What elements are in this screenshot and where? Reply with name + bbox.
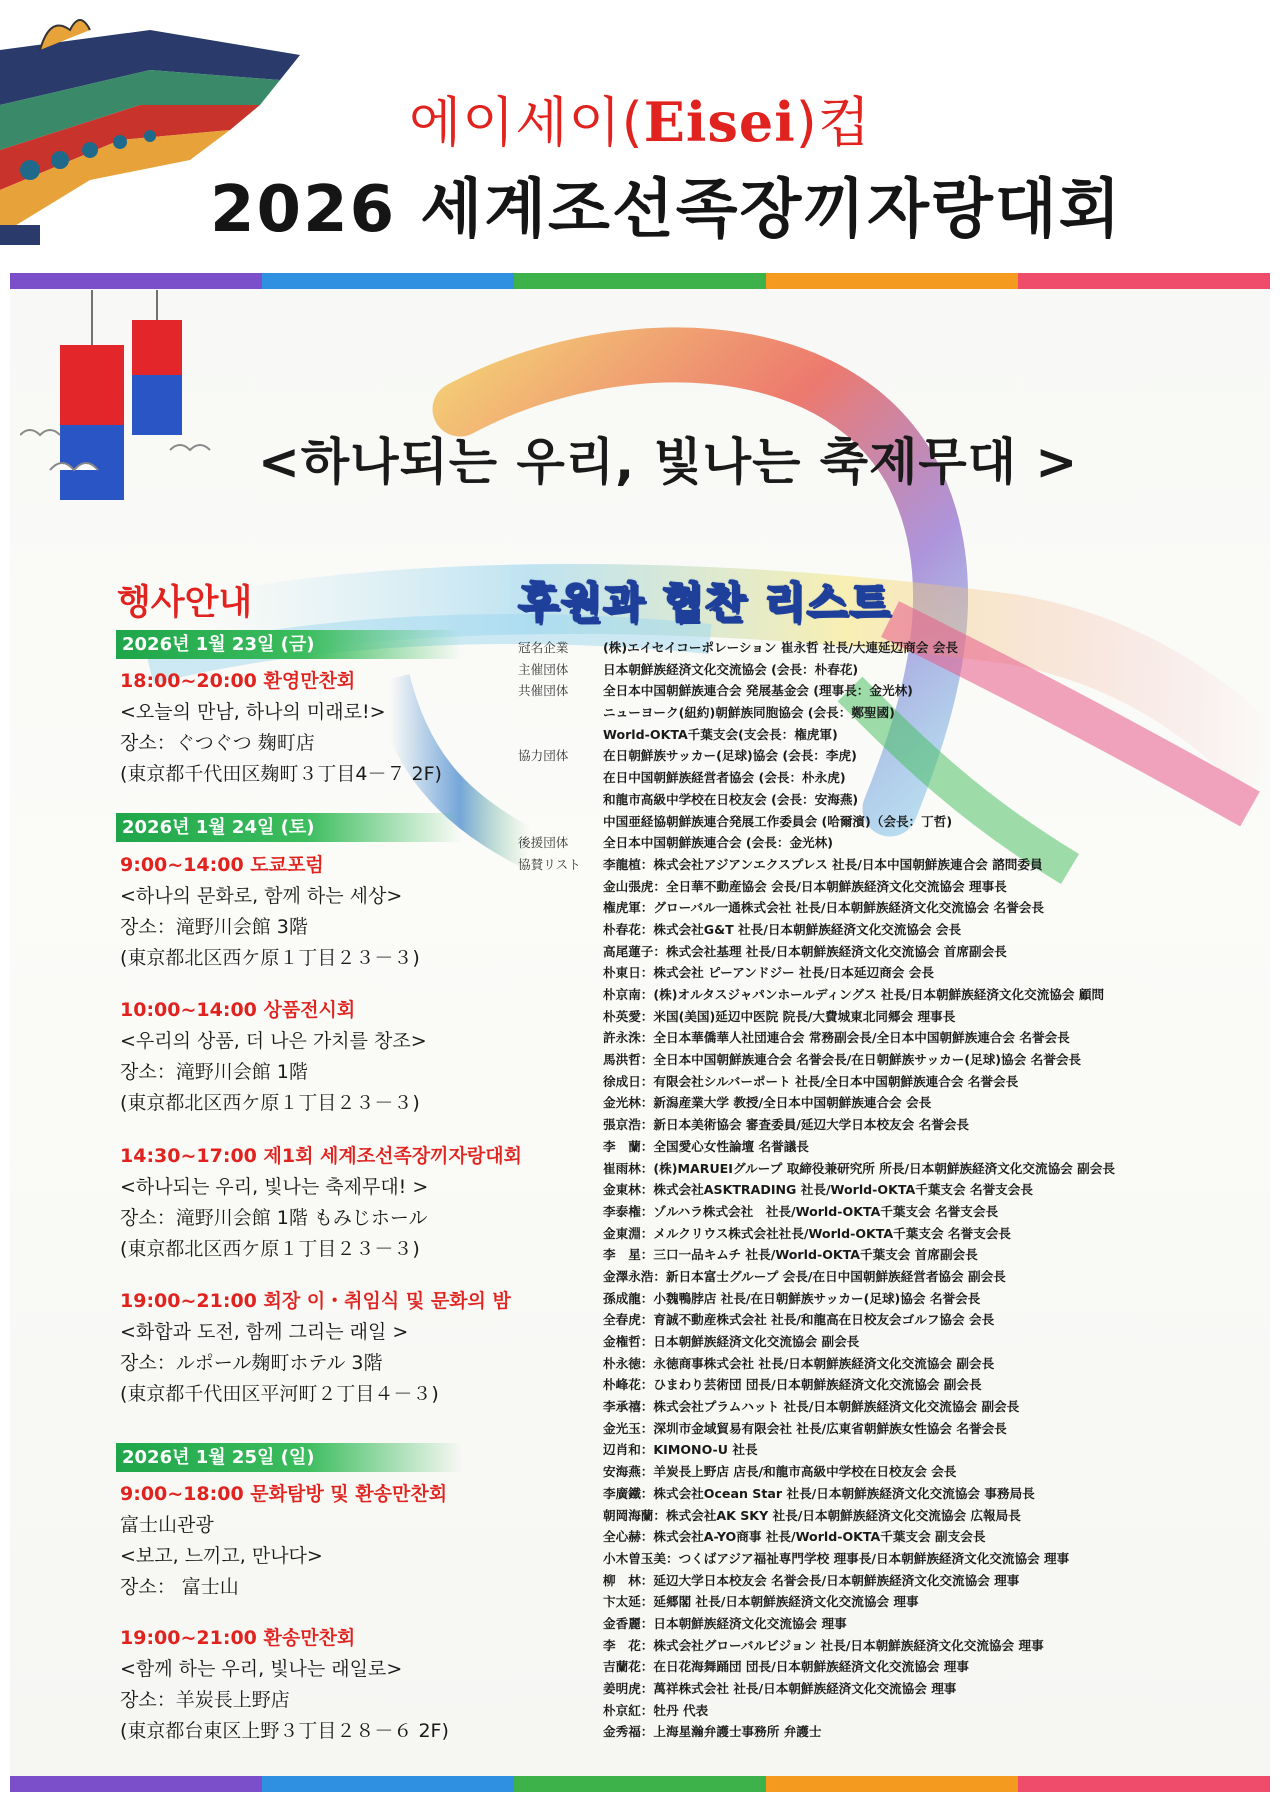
sponsor-text: 許永洙：全日本華僑華人社団連合会 常務副会長/全日本中国朝鮮族連合会 名誉会長 <box>603 1030 1070 1046</box>
sponsor-row <box>518 1353 1258 1375</box>
schedule-line: (東京都北区西ケ原１丁目２３－３) <box>120 1092 420 1114</box>
sponsor-category <box>518 789 603 811</box>
sponsor-category <box>518 1288 603 1310</box>
sponsor-row <box>518 767 1258 789</box>
sponsor-category <box>518 1505 603 1527</box>
sponsor-category <box>518 984 603 1006</box>
sponsor-category <box>518 1027 603 1049</box>
sponsor-row <box>518 745 1258 767</box>
sponsor-row <box>518 1418 1258 1440</box>
sponsor-row <box>518 1613 1258 1635</box>
sponsor-row <box>518 876 1258 898</box>
schedule-line: 장소：ぐつぐつ 麹町店 <box>120 732 315 754</box>
schedule-line: <오늘의 만남, 하나의 미래로!> <box>120 701 386 723</box>
sponsor-category <box>518 1461 603 1483</box>
sponsor-text: 崔雨林：(株)MARUEIグループ 取締役兼研究所 所長/日本朝鮮族経済文化交流協会 副会長 <box>603 1160 1115 1176</box>
sponsor-category <box>518 1353 603 1375</box>
sponsor-category <box>518 1656 603 1678</box>
sponsor-category <box>518 1374 603 1396</box>
sponsor-category <box>518 1613 603 1635</box>
sponsor-list-title: 후원과 협찬 리스트 <box>518 578 892 627</box>
sponsor-category <box>518 1006 603 1028</box>
sponsor-text: 李 花：株式会社グローバルビジョン 社長/日本朝鮮族経済文化交流協会 理事 <box>603 1637 1044 1653</box>
sponsor-row <box>518 1071 1258 1093</box>
sponsor-text: 金山張虎：全日華不動産協会 会長/日本朝鮮族経済文化交流協会 理事長 <box>603 878 1007 894</box>
sponsor-row <box>518 1656 1258 1678</box>
sponsor-text: 金澤永浩：新日本富士グループ 会長/在日中国朝鮮族経営者協会 副会長 <box>603 1268 1006 1284</box>
sponsor-text: 金秀福：上海星瀚弁護士事務所 弁護士 <box>603 1724 822 1740</box>
schedule-line: 10:00~14:00 상품전시회 <box>120 999 356 1021</box>
sponsor-text: 高尾蓮子：株式会社基理 社長/日本朝鮮族経済文化交流協会 首席副会長 <box>603 943 1007 959</box>
sponsor-text: 柳 林：延辺大学日本校友会 名誉会長/日本朝鮮族経済文化交流協会 理事 <box>603 1572 1020 1588</box>
sponsor-category <box>518 1483 603 1505</box>
sponsor-text: 卞太延：延郷閣 社長/日本朝鮮族経済文化交流協会 理事 <box>603 1594 919 1610</box>
sponsor-category <box>518 1136 603 1158</box>
schedule-line: 장소：滝野川会館 1階 <box>120 1061 308 1083</box>
sponsor-text: 張京浩：新日本美術協会 審査委員/延辺大学日本校友会 名誉会長 <box>603 1117 969 1133</box>
schedule-line: 9:00~14:00 도쿄포럼 <box>120 854 324 876</box>
sponsor-row <box>518 1483 1258 1505</box>
sponsor-text: 吉蘭花：在日花海舞踊団 団長/日本朝鮮族経済文化交流協会 理事 <box>603 1659 969 1675</box>
sponsor-category <box>518 1439 603 1461</box>
sponsor-text: 徐成日：有限会社シルバーポート 社長/全日本中国朝鮮族連合会 名誉会長 <box>603 1073 1019 1089</box>
sponsor-category <box>518 1591 603 1613</box>
sponsor-text: 金光玉：深圳市金域貿易有限会社 社長/広東省朝鮮族女性協会 名誉会長 <box>603 1420 1007 1436</box>
sponsor-category <box>518 919 603 941</box>
schedule-line: 9:00~18:00 문화탐방 및 환송만찬회 <box>120 1483 448 1505</box>
sponsor-row <box>518 637 1258 659</box>
sponsor-text: 朴永徳：永徳商事株式会社 社長/日本朝鮮族経済文化交流協会 副会長 <box>603 1355 995 1371</box>
schedule-line: (東京都台東区上野３丁目２８－６ 2F) <box>120 1720 449 1742</box>
sponsor-text: 中国亜経協朝鮮族連合発展工作委員会 (哈爾濱)（会長：丁哲) <box>603 813 953 829</box>
schedule-line: 장소： 富士山 <box>120 1576 239 1598</box>
sponsor-row <box>518 1309 1258 1331</box>
sponsor-category <box>518 1266 603 1288</box>
sponsor-category: 主催団体 <box>518 661 569 677</box>
sponsor-row <box>518 1049 1258 1071</box>
sponsor-row <box>518 811 1258 833</box>
sponsor-row <box>518 1027 1258 1049</box>
sponsor-text: 孫成龍：小魏鴨脖店 社長/在日朝鮮族サッカー(足球)協会 名誉会長 <box>603 1290 981 1306</box>
sponsor-text: 在日中国朝鮮族経営者協会 (会長：朴永虎) <box>603 770 846 786</box>
schedule-line: <하나의 문화로, 함께 하는 세상> <box>120 885 403 907</box>
sponsor-category <box>518 1635 603 1657</box>
sponsor-row <box>518 1721 1258 1743</box>
sponsor-text: 李泰権：ゾルハラ株式会社 社長/World-OKTA千葉支会 名誉支会長 <box>603 1203 999 1219</box>
sponsor-category <box>518 1678 603 1700</box>
sponsor-row <box>518 659 1258 681</box>
sponsor-row <box>518 1570 1258 1592</box>
schedule-line: (東京都北区西ケ原１丁目２３－３) <box>120 1238 420 1260</box>
sponsor-row <box>518 1244 1258 1266</box>
color-stripe-bottom <box>10 1776 1270 1792</box>
sponsor-text: 全心赫：株式会社A-YO商事 社長/World-OKTA千葉支会 副支会長 <box>603 1529 986 1545</box>
schedule-line: 富士山관광 <box>120 1514 214 1536</box>
sponsor-row <box>518 1635 1258 1657</box>
schedule-line: 19:00~21:00 회장 이・취임식 및 문화의 밤 <box>120 1290 511 1312</box>
sponsor-text: 全春虎：育誠不動産株式会社 社長/和龍高在日校友会ゴルフ協会 会長 <box>603 1312 995 1328</box>
schedule-line: 장소：滝野川会館 1階 もみじホール <box>120 1207 428 1229</box>
schedule-line: <화합과 도전, 함께 그리는 래일 > <box>120 1321 409 1343</box>
sponsor-row <box>518 919 1258 941</box>
sponsor-text: World-OKTA千葉支会(支会長：権虎軍) <box>603 726 838 742</box>
sponsor-text: 在日朝鮮族サッカー(足球)協会 (会長：李虎) <box>603 748 857 764</box>
sponsor-category <box>518 1331 603 1353</box>
schedule-line: 18:00~20:00 환영만찬회 <box>120 670 356 692</box>
sponsor-category <box>518 1223 603 1245</box>
sponsor-category: 後援団体 <box>518 835 569 851</box>
sponsor-category: 協力団体 <box>518 748 569 764</box>
schedule-line: 장소：ルポール麹町ホテル 3階 <box>120 1352 383 1374</box>
sponsor-text: 日本朝鮮族経済文化交流協会 (会長：朴春花) <box>603 661 859 677</box>
sponsor-row <box>518 1006 1258 1028</box>
sponsor-text: 李廣鐵：株式会社Ocean Star 社長/日本朝鮮族経済文化交流協会 事務局長 <box>603 1485 1035 1501</box>
schedule-line: <함께 하는 우리, 빛나는 래일로> <box>120 1658 403 1680</box>
sponsor-row <box>518 1700 1258 1722</box>
schedule-line: 장소：滝野川会館 3階 <box>120 916 308 938</box>
sponsor-row <box>518 1158 1258 1180</box>
sponsor-category <box>518 1114 603 1136</box>
sponsor-row <box>518 724 1258 746</box>
sponsor-category <box>518 1158 603 1180</box>
sponsor-row <box>518 1288 1258 1310</box>
sponsor-row <box>518 1505 1258 1527</box>
event-title: 2026 세계조선족장끼자랑대회 <box>210 173 1123 247</box>
sponsor-text: 朴京紅：牡丹 代表 <box>603 1702 709 1718</box>
sponsor-text: 金香麗：日本朝鮮族経済文化交流協会 理事 <box>603 1615 847 1631</box>
brand-title <box>0 80 1280 157</box>
date-bar-jan24: 2026년 1월 24일 (토) <box>116 813 462 842</box>
sponsor-category <box>518 876 603 898</box>
sponsor-category <box>518 1092 603 1114</box>
schedule-line: <보고, 느끼고, 만나다> <box>120 1545 323 1567</box>
sponsor-list <box>518 637 1258 1743</box>
sponsor-row <box>518 1092 1258 1114</box>
sponsor-row <box>518 962 1258 984</box>
sponsor-text: 和龍市高級中学校在日校友会 (会長：安海燕) <box>603 791 859 807</box>
sponsor-row <box>518 1439 1258 1461</box>
sponsor-text: 朴英愛：米国(美国)延辺中医院 院長/大費城東北同郷会 理事長 <box>603 1008 956 1024</box>
sponsor-text: 金権哲：日本朝鮮族経済文化交流協会 副会長 <box>603 1334 860 1349</box>
sponsor-text: 安海燕：羊炭長上野店 店長/和龍市高級中学校在日校友会 会長 <box>603 1464 957 1480</box>
sponsor-row <box>518 984 1258 1006</box>
brand-latin: Eisei <box>643 90 796 154</box>
schedule-line: (東京都千代田区麹町３丁目4－７ 2F) <box>120 763 442 785</box>
sponsor-category: 冠名企業 <box>518 640 569 655</box>
sponsor-row <box>518 832 1258 854</box>
slogan: <하나되는 우리, 빛나는 축제무대 > <box>258 433 1079 491</box>
sponsor-row <box>518 1548 1258 1570</box>
sponsor-category <box>518 767 603 789</box>
date-bar-jan23: 2026년 1월 23일 (금) <box>116 630 462 659</box>
sponsor-text: 李承禧：株式会社プラムハット 社長/日本朝鮮族経済文化交流協会 副会長 <box>603 1399 1020 1415</box>
sponsor-text: 全日本中国朝鮮族連合会 (会長：金光林) <box>603 835 833 851</box>
color-stripe-top <box>10 273 1270 289</box>
sponsor-text: 朴峰花：ひまわり芸術団 団長/日本朝鮮族経済文化交流協会 副会長 <box>603 1377 982 1393</box>
sponsor-row <box>518 702 1258 724</box>
sponsor-row <box>518 1136 1258 1158</box>
sponsor-category <box>518 1570 603 1592</box>
sponsor-category <box>518 1700 603 1722</box>
sponsor-row <box>518 1374 1258 1396</box>
sponsor-text: (株)エイセイコーポレーション 崔永哲 社長/大連延辺商会 会長 <box>603 640 958 655</box>
sponsor-category <box>518 1548 603 1570</box>
sponsor-row <box>518 1266 1258 1288</box>
sponsor-text: 李龍植：株式会社アジアンエクスプレス 社長/日本中国朝鮮族連合会 諮問委員 <box>603 856 1043 872</box>
sponsor-category <box>518 811 603 833</box>
sponsor-row <box>518 1461 1258 1483</box>
schedule-line: (東京都北区西ケ原１丁目２３－３) <box>120 947 420 969</box>
sponsor-category <box>518 1049 603 1071</box>
sponsor-text: 朴京南：(株)オルタスジャパンホールディングス 社長/日本朝鮮族経済文化交流協会 顧問 <box>603 987 1105 1002</box>
sponsor-row <box>518 1331 1258 1353</box>
sponsor-category <box>518 1721 603 1743</box>
schedule-line: 14:30~17:00 제1회 세계조선족장끼자랑대회 <box>120 1145 522 1167</box>
sponsor-text: 朝岡海蘭：株式会社AK SKY 社長/日本朝鮮族経済文化交流協会 広報局長 <box>603 1507 1021 1523</box>
schedule-line: <하나되는 우리, 빛나는 축제무대! > <box>120 1176 429 1198</box>
brand-suffix: )컵 <box>795 91 871 154</box>
sponsor-category <box>518 702 603 724</box>
sponsor-row <box>518 854 1258 876</box>
sponsor-row <box>518 1396 1258 1418</box>
sponsor-row <box>518 1591 1258 1613</box>
sponsor-text: 姜明虎：萬祥株式会社 社長/日本朝鮮族経済文化交流協会 理事 <box>603 1681 957 1696</box>
sponsor-row <box>518 1201 1258 1223</box>
sponsor-category <box>518 1309 603 1331</box>
sponsor-text: 辺肖和：KIMONO-U 社長 <box>603 1442 758 1458</box>
sponsor-text: 李 蘭：全国愛心女性論壇 名誉議長 <box>603 1138 809 1154</box>
sponsor-category <box>518 1201 603 1223</box>
sponsor-row <box>518 789 1258 811</box>
sponsor-category <box>518 941 603 963</box>
sponsor-row <box>518 680 1258 702</box>
schedule-line: <우리의 상품, 더 나은 가치를 창조> <box>120 1030 427 1052</box>
sponsor-row <box>518 1526 1258 1548</box>
sponsor-row <box>518 1114 1258 1136</box>
sponsor-row <box>518 897 1258 919</box>
sponsor-category <box>518 1418 603 1440</box>
sponsor-text: 権虎軍：グローバル一通株式会社 社長/日本朝鮮族経済文化交流協会 名誉会長 <box>603 900 1044 916</box>
date-bar-jan25: 2026년 1월 25일 (일) <box>116 1443 462 1472</box>
sponsor-row <box>518 1223 1258 1245</box>
sponsor-category <box>518 1179 603 1201</box>
sponsor-text: 李 星：三口一品キムチ 社長/World-OKTA千葉支会 首席副会長 <box>603 1247 978 1263</box>
sponsor-text: 金東林：株式会社ASKTRADING 社長/World-OKTA千葉支会 名誉支会長 <box>603 1182 1033 1198</box>
schedule-line: 19:00~21:00 환송만찬회 <box>120 1627 356 1649</box>
sponsor-category <box>518 962 603 984</box>
sponsor-text: 全日本中国朝鮮族連合会 発展基金会 (理事長：金光林) <box>603 683 913 699</box>
sponsor-text: 馬洪哲：全日本中国朝鮮族連合会 名誉会長/在日朝鮮族サッカー(足球)協会 名誉会長 <box>603 1052 1082 1068</box>
sponsor-text: 朴東日：株式会社 ピーアンドジー 社長/日本延辺商会 会長 <box>603 965 934 981</box>
lanterns-decoration <box>20 290 220 590</box>
schedule-line: (東京都千代田区平河町２丁目４－３) <box>120 1383 439 1405</box>
sponsor-category <box>518 1244 603 1266</box>
sponsor-category: 共催団体 <box>518 683 569 699</box>
sponsor-category <box>518 724 603 746</box>
schedule-line: 장소：羊炭長上野店 <box>120 1689 290 1711</box>
sponsor-category <box>518 897 603 919</box>
brand-prefix: 에이세이( <box>409 91 644 154</box>
sponsor-row <box>518 1678 1258 1700</box>
sponsor-category <box>518 1071 603 1093</box>
sponsor-row <box>518 941 1258 963</box>
sponsor-category: 協賛リスト <box>518 856 581 872</box>
sponsor-text: 朴春花：株式会社G&T 社長/日本朝鮮族経済文化交流協会 会長 <box>603 921 962 937</box>
sponsor-row <box>518 1179 1258 1201</box>
sponsor-text: ニューヨーク(紐約)朝鮮族同胞協会 (会長：鄭聖國) <box>603 705 895 721</box>
sponsor-text: 小木曽玉美：つくばアジア福祉専門学校 理事長/日本朝鮮族経済文化交流協会 理事 <box>603 1550 1070 1566</box>
sponsor-category <box>518 1396 603 1418</box>
schedule-title: 행사안내 <box>117 583 253 623</box>
sponsor-text: 金光林：新潟産業大学 教授/全日本中国朝鮮族連合会 会長 <box>603 1095 932 1111</box>
sponsor-text: 金東淵：メルクリウス株式会社社長/World-OKTA千葉支会 名誉支会長 <box>603 1225 1011 1241</box>
sponsor-category <box>518 1526 603 1548</box>
